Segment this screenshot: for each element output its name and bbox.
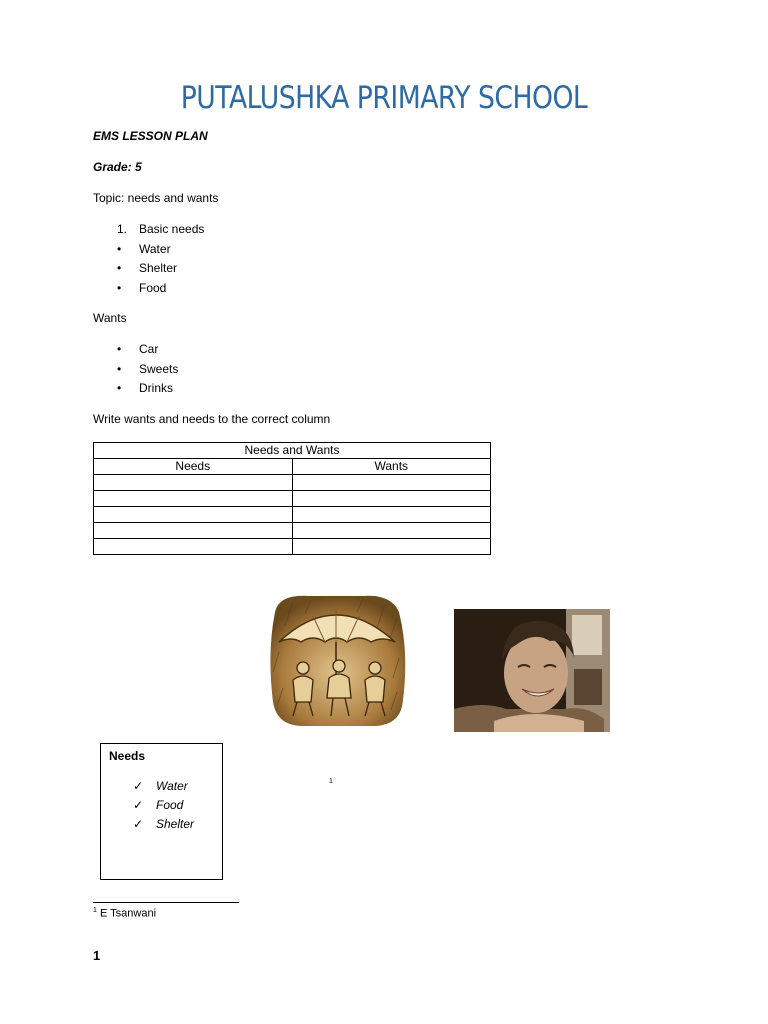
list-item-label: Water [156,779,188,793]
school-title: PUTALUSHKA PRIMARY SCHOOL [180,80,588,116]
topic-label: Topic: needs and wants [93,191,219,205]
bullet-icon: • [117,342,122,356]
list-item-label: Shelter [139,261,178,275]
needs-text-box [100,743,223,880]
table-row [94,523,491,539]
table-cell [94,523,293,539]
table-cell [94,539,293,555]
bullet-icon: • [117,361,122,376]
table-row [94,507,491,523]
list-item [117,340,178,360]
column-header-wants: Wants [292,459,491,475]
checkmark-icon: ✓ [133,817,144,831]
table-cell [292,475,491,491]
needs-wants-table [93,442,491,555]
list-item-label: Drinks [139,381,174,395]
list-item [117,259,204,279]
footnote-separator [93,902,239,903]
checkmark-icon: ✓ [133,779,144,793]
needs-box-heading: Needs [109,749,146,763]
list-item-label: Shelter [156,817,195,831]
bullet-icon: • [117,241,122,256]
table-cell [94,507,293,523]
list-item [133,815,194,834]
list-item [117,240,204,260]
checkmark-icon: ✓ [133,798,144,812]
list-number: 1. [117,222,128,236]
footnote-text: E Tsanwani [99,907,157,920]
grade-label: Grade: 5 [93,160,142,174]
table-cell [292,491,491,507]
umbrella-people-clipart-icon [263,592,409,730]
basic-needs-list [117,220,204,298]
table-cell [94,491,293,507]
table-row [94,539,491,555]
table-cell [292,523,491,539]
footnote-reference: 1 [329,778,333,785]
bullet-icon: • [117,261,122,275]
needs-checklist [133,777,194,834]
footnote-number: 1 [93,907,97,914]
bullet-icon: • [117,280,122,295]
table-row [94,475,491,491]
list-item-label: Water [139,241,171,256]
table-cell [292,507,491,523]
wants-list [117,340,178,399]
list-item [117,220,204,240]
table-row [94,491,491,507]
list-item-label: Sweets [139,361,179,376]
lesson-plan-label: EMS LESSON PLAN [93,129,208,143]
column-header-needs: Needs [94,459,293,475]
list-item-label: Food [156,798,184,812]
list-item-label: Food [139,280,167,295]
wants-heading: Wants [93,311,127,325]
footnote [93,907,156,920]
smiling-woman-photo [454,609,610,732]
bullet-icon: • [117,381,122,395]
list-item [117,360,178,380]
table-title: Needs and Wants [94,443,491,459]
table-cell [94,475,293,491]
list-item [133,796,194,815]
table-cell [292,539,491,555]
page-number: 1 [93,948,101,963]
list-item [133,777,194,796]
list-item [117,279,204,299]
list-item-label: Car [139,342,159,356]
list-item [117,379,178,399]
list-item-label: Basic needs [139,222,205,236]
instruction-text: Write wants and needs to the correct column [93,412,331,426]
